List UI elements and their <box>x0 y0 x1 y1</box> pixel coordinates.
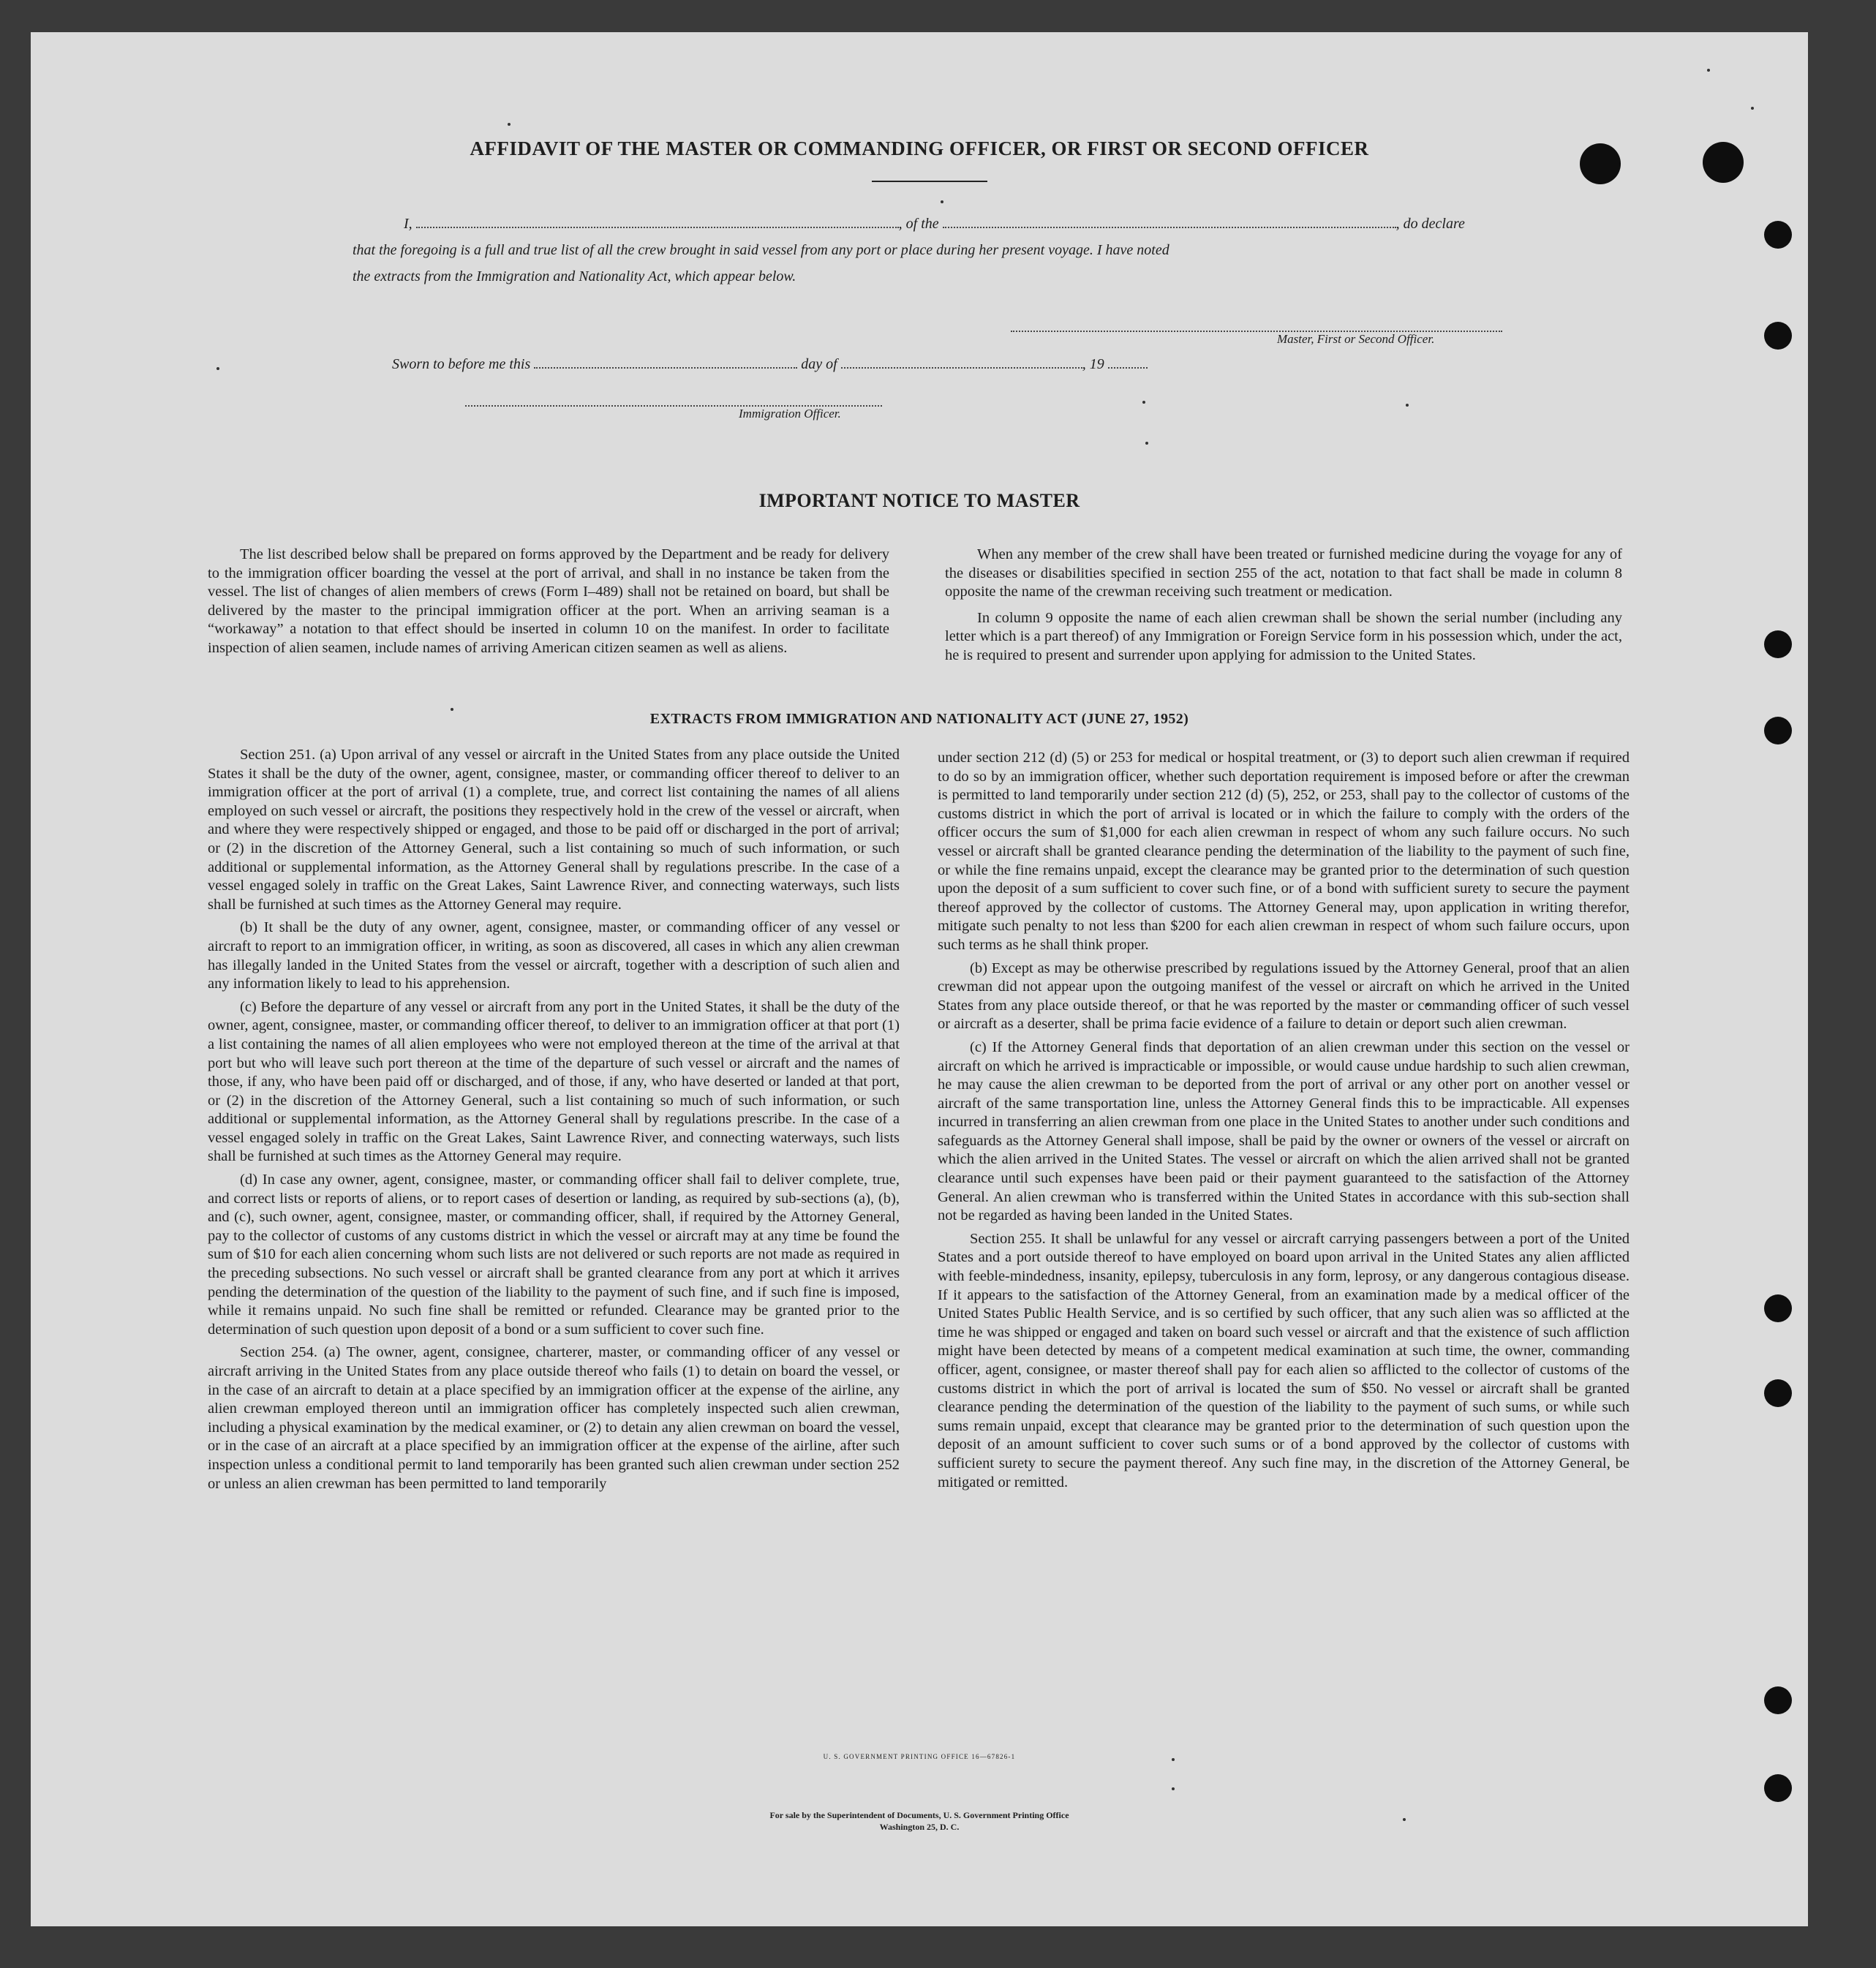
extract-paragraph: (b) Except as may be otherwise prescribed by regulations issued by the Attorney General, proof that an alien crewman did not appear upon the outgoing manifest of the vessel or aircraft on which he arrived in the United States from any place outside thereof, or that he was reported by the master or commanding officer of such vessel or aircraft as a deserter, shall be prima facie evidence of a failure to detain or deport such alien crewman. <box>938 960 1630 1033</box>
stray-mark <box>1142 401 1145 404</box>
affidavit-title: AFFIDAVIT OF THE MASTER OR COMMANDING OFFICER, OR FIRST OR SECOND OFFICER <box>470 137 1369 159</box>
notice-left-column <box>208 546 889 663</box>
extracts-right-column <box>938 749 1630 1496</box>
notice-paragraph: When any member of the crew shall have been treated or furnished medicine during the voyage for any of the diseases or disabilities specified in section 255 of the act, notation to that fact shall be made in column 8 opposite the name of the crewman receiving such treatment or medication. <box>945 546 1622 600</box>
sworn-year-field[interactable] <box>1108 354 1148 369</box>
extract-paragraph: under section 212 (d) (5) or 253 for medical or hospital treatment, or (3) to deport such alien crewman if required to do so by an immigration officer, whether such deportation requirement is imposed before or after the crewman is permitted to land temporarily under section 212 (d) (5), 252, or 253, shall pay to the collector of customs of the customs district in which the port of arrival is located or in which the failure to comply with the orders of the officer occurs the sum of $1,000 for each alien crewman in respect of whom any such failure occurs. No such vessel or aircraft shall be granted clearance pending the determination of the liability to the payment of such fine, or while the fine remains unpaid, except the clearance may be granted prior to the determination of such question upon the deposit of a sum sufficient to cover such fine, or of a bond with sufficient surety to secure the payment thereof approved by the collector of customs. The Attorney General may, upon application in writing therefor, mitigate such penalty to not less than $200 for each alien crewman in respect of whom such failure occurs, upon such terms as he shall think proper. <box>938 750 1630 953</box>
stray-mark <box>1406 404 1409 407</box>
declaration-block <box>353 211 1537 290</box>
vessel-name-field[interactable] <box>943 214 1396 228</box>
notice-paragraph: In column 9 opposite the name of each alien crewman shall be shown the serial number (including any letter which is a part thereof) of any Immigration or Foreign Service form in his possession which, under the act, he is required to present and surrender upon applying for admission to the United States. <box>945 609 1622 663</box>
extract-paragraph: Section 255. It shall be unlawful for any vessel or aircraft carrying passengers between a port of the United States and a port outside thereof to have employed on board upon arrival in the United States any alien afflicted with feeble-mindedness, insanity, epilepsy, tuberculosis in any form, leprosy, or any dangerous contagious disease. If it appears to the satisfaction of the Attorney General, from an examination made by a medical officer of the United States Public Health Service, and is so certified by such officer, that any such alien was so afflicted at the time he was shipped or engaged and taken on board such vessel or aircraft and that the existence of such affliction might have been detected by means of a competent medical examination at such time, the owner, commanding officer, agent, consignee, or master thereof shall pay for each alien so afflicted to the collector of customs of the customs district in which the port of arrival is located the sum of $50. No vessel or aircraft shall be granted clearance pending the determination of the question of the liability to the payment of such sums, or while such sums remain unpaid, except that clearance may be granted prior to the determination of such question upon the deposit of an amount sufficient to cover such sums or of a bond approved by the collector of customs with sufficient surety to secure the payment thereof. Any such fine may, in the discretion of the Attorney General, be mitigated or remitted. <box>938 1230 1630 1490</box>
sworn-day-field[interactable] <box>534 354 797 369</box>
title-divider <box>872 181 987 182</box>
year-label: , 19 <box>1082 356 1104 372</box>
extract-paragraph: (c) If the Attorney General finds that deportation of an alien crewman under this section on the vessel or aircraft on which he arrived is impracticable or impossible, or would cause undue hardship to such alien crewman, he may cause the alien crewman to be deported from the port of arrival or any other port on another vessel or aircraft of the same transportation line, unless the Attorney General finds this to be impracticable. All expenses incurred in transferring an alien crewman from one place in the United States to another under such conditions and safeguards as the Attorney General shall impose, shall be paid by the owner or owners of the vessel or aircraft on which the alien arrived in the United States. The vessel or aircraft on which the alien arrived shall not be granted clearance until such expenses have been paid or their payment guaranteed to the satisfaction of the Attorney General. An alien crewman who is transferred within the United States in accordance with this sub-section shall not be regarded as having been landed in the United States. <box>938 1038 1630 1224</box>
sworn-label: Sworn to before me this <box>392 356 531 372</box>
punch-hole <box>1764 1294 1792 1322</box>
extract-paragraph: Section 251. (a) Upon arrival of any vessel or aircraft in the United States from any place outside the United States it shall be the duty of the owner, agent, consignee, master, or commanding officer thereof to deliver to an immigration officer at the port of arrival (1) a complete, true, and correct list containing the names of all aliens employed on such vessel or aircraft, the positions they respectively hold in the crew of the vessel or aircraft, when and where they were respectively shipped or engaged, and those to be paid off or discharged in the port of arrival; or (2) in the discretion of the Attorney General, such a list containing so much of such information, or such additional or supplemental information, as the Attorney General shall by regulations prescribe. In the case of a vessel engaged solely in traffic on the Great Lakes, Saint Lawrence River, and connecting waterways, such lists shall be furnished at such times as the Attorney General may require. <box>208 747 900 913</box>
document-page <box>31 32 1808 1926</box>
day-of-label: day of <box>801 356 837 372</box>
punch-hole <box>1764 630 1792 658</box>
punch-hole <box>1764 1774 1792 1802</box>
master-signature-label: Master, First or Second Officer. <box>1277 332 1435 346</box>
sworn-month-field[interactable] <box>841 354 1082 369</box>
extracts-left-column <box>208 746 900 1498</box>
stray-mark <box>216 367 219 370</box>
sworn-line <box>392 354 1357 373</box>
notice-title: IMPORTANT NOTICE TO MASTER <box>758 490 1080 511</box>
extracts-title: EXTRACTS FROM IMMIGRATION AND NATIONALITY ACT (JUNE 27, 1952) <box>649 711 1189 727</box>
notice-right-column <box>945 546 1622 670</box>
immigration-officer-label: Immigration Officer. <box>739 407 841 421</box>
punch-hole <box>1764 1379 1792 1407</box>
sale-line-2: Washington 25, D. C. <box>879 1822 960 1832</box>
extract-paragraph: (b) It shall be the duty of any owner, agent, consignee, master, or commanding officer of any vessel or aircraft to report to an immigration officer, in writing, as soon as discovered, all cases in which any alien crewman has illegally landed in the United States from the vessel or aircraft, together with a description of such alien and any information likely to lead to his apprehension. <box>208 919 900 992</box>
of-the-label: , of the <box>898 216 939 232</box>
stray-mark <box>1145 442 1148 445</box>
stray-mark <box>1172 1787 1175 1790</box>
stray-mark <box>941 200 943 203</box>
extract-paragraph: Section 254. (a) The owner, agent, consignee, charterer, master, or commanding officer of any vessel or aircraft arriving in the United States from any place outside thereof who fails (1) to detain on board the vessel, or in the case of an aircraft to detain at a place specified by an immigration officer at the expense of the airline, any alien crewman employed thereon until an immigration officer has completely inspected such alien crewman, including a physical examination by the medical examiner, or (2) to detain any alien crewman on board the vessel, or in the case of an aircraft at a place specified by an immigration officer at the expense of the airline, after such inspection unless a conditional permit to land temporarily has been granted such alien crewman under section 252 or unless an alien crewman has been permitted to land temporarily <box>208 1344 900 1492</box>
notice-paragraph: The list described below shall be prepared on forms approved by the Department and be ready for delivery to the immigration officer boarding the vessel at the port of arrival, and shall in no instance be taken from the vessel. The list of changes of alien members of crews (Form I–489) shall not be retained on board, but shall be delivered by the master to the principal immigration officer at the port. When an arriving seaman is a “workaway” a notation to that effect should be inserted in column 10 on the manifest. In order to facilitate inspection of alien seamen, include names of arriving American citizen seamen as well as aliens. <box>208 546 889 656</box>
sale-line-1: For sale by the Superintendent of Documents, U. S. Government Printing Office <box>769 1810 1069 1820</box>
punch-hole <box>1764 322 1792 350</box>
do-declare-label: , do declare <box>1395 216 1465 232</box>
punch-hole <box>1764 221 1792 249</box>
stray-mark <box>508 123 511 126</box>
printing-office-imprint: U. S. GOVERNMENT PRINTING OFFICE 16—67826-1 <box>823 1753 1016 1760</box>
declarant-label: I, <box>404 216 413 232</box>
sale-notice <box>31 1809 1808 1833</box>
stray-mark <box>1751 107 1754 110</box>
declaration-line-2: the extracts from the Immigration and Nationality Act, which appear below. <box>353 268 796 284</box>
extract-paragraph: (c) Before the departure of any vessel or aircraft from any port in the United States, it shall be the duty of the owner, agent, consignee, master, or commanding officer thereof, to deliver to an immigration officer at that port (1) a list containing the names of all alien employees who were not employed thereon at the time of the arrival at that port but who will leave such port thereon at the time of the departure of such vessel or aircraft and the names of those, if any, who have been paid off or discharged, and of those, if any, who have deserted or landed at that port, or (2) in the discretion of the Attorney General, such a list containing so much of such information, or such additional or supplemental information, as the Attorney General shall by regulations prescribe. In the case of a vessel engaged solely in traffic on the Great Lakes, Saint Lawrence River, and connecting waterways, such lists shall be furnished at such times as the Attorney General may require. <box>208 998 900 1165</box>
punch-hole <box>1764 1686 1792 1714</box>
declarant-name-field[interactable] <box>416 214 899 228</box>
stray-mark <box>1707 69 1710 72</box>
extract-paragraph: (d) In case any owner, agent, consignee, master, or commanding officer shall fail to deliver complete, true, and correct lists or reports of aliens, or to report cases of desertion or landing, as required by sub-sections (a), (b), and (c), such owner, agent, consignee, master, or commanding officer, shall, if required by the Attorney General, pay to the collector of customs of any customs district in which the vessel or aircraft may at any time be found the sum of $10 for each alien concerning whom such lists are not delivered or such reports are not made as required in the preceding subsections. No such vessel or aircraft shall be granted clearance from any port at which it arrives pending the determination of the question of the liability to the payment of such fine, and if such fine is imposed, while it remains unpaid. No such fine shall be remitted or refunded. Clearance may be granted prior to the determination of such question upon deposit of a bond or a sum sufficient to cover such fine. <box>208 1172 900 1338</box>
declaration-line-1: that the foregoing is a full and true list of all the crew brought in said vessel from any port or place during her present voyage. I have noted <box>353 242 1169 258</box>
